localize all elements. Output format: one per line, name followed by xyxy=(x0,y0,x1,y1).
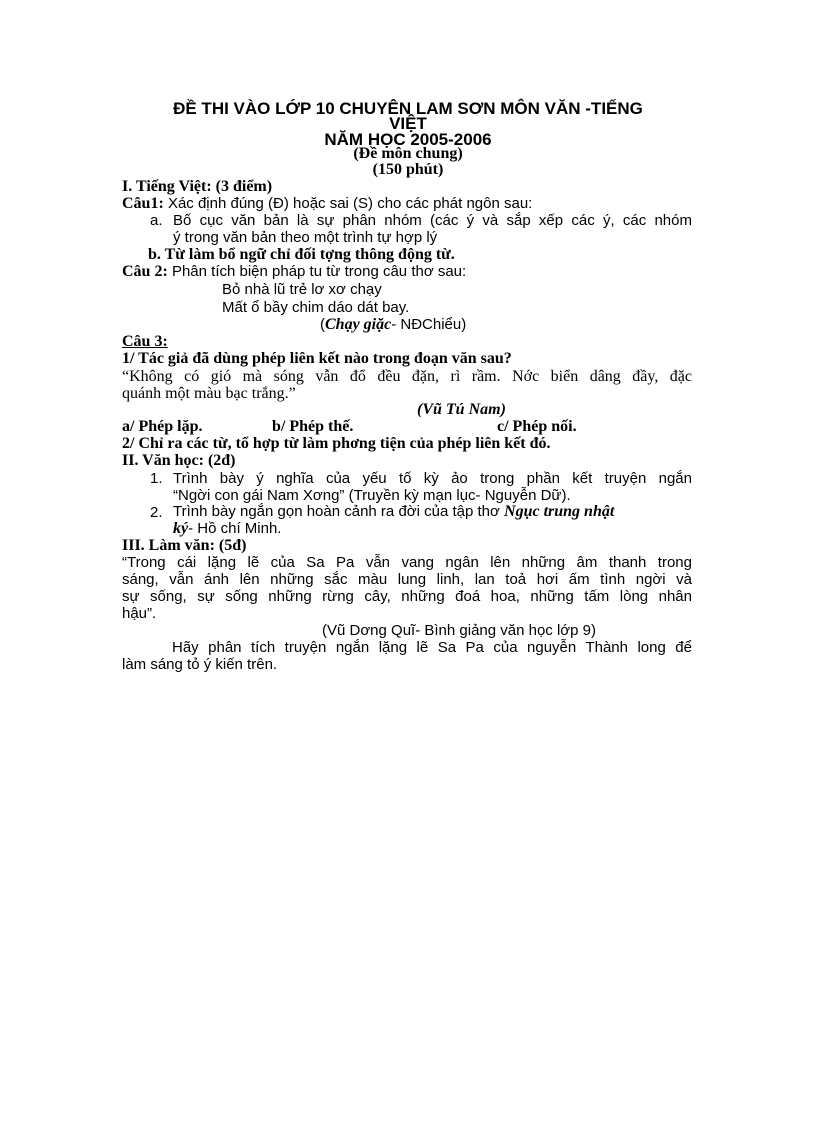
part1-heading: I. Tiếng Việt: (3 điểm) xyxy=(122,178,273,195)
part2-item1-line1: Trình bày ý nghĩa của yếu tố kỳ ảo trong phần kết truyện ngắn xyxy=(173,470,692,487)
question2-text: Phân tích biện pháp tu từ trong câu thơ sau: xyxy=(167,263,467,280)
part3-task-line1: Hãy phân tích truyện ngắn lặng lẽ Sa Pa của nguyễn Thành long để xyxy=(172,639,692,656)
part2-item2-text: Trình bày ngắn gọn hoàn cảnh ra đời của tập thơ xyxy=(173,503,505,520)
part3-paragraph-line4: hậu”. xyxy=(122,605,157,622)
question1b: b. Từ làm bổ ngữ chỉ đối tợng thông động từ. xyxy=(148,246,455,263)
question1 xyxy=(122,195,532,213)
quote-source: (Vũ Tú Nam) xyxy=(417,401,506,418)
question1-label: Câu1: xyxy=(122,195,164,212)
part3-heading: III. Làm văn: (5đ) xyxy=(122,537,247,554)
question1-text: Xác định đúng (Đ) hoặc sai (S) cho các phát ngôn sau: xyxy=(163,195,533,212)
poem-line1: Bỏ nhà lũ trẻ lơ xơ chạy xyxy=(222,281,382,298)
poem-source: (Chạy giặc- NĐChiểu) xyxy=(320,316,467,333)
poem-line2: Mất ổ bầy chim dáo dát bay. xyxy=(222,299,410,316)
exam-subtitle: (Đề môn chung) xyxy=(353,145,463,162)
question1a-line2: ý trong văn bản theo một trình tự hợp lý xyxy=(173,229,438,246)
question3-part2: 2/ Chỉ ra các từ, tổ hợp từ làm phơng tiện của phép liên kết đó. xyxy=(122,435,551,452)
option-c: c/ Phép nối. xyxy=(497,418,577,435)
part2-item2-line2 xyxy=(173,520,281,538)
question1a-line1: Bố cục văn bản là sự phân nhóm (các ý và sắp xếp các ý, các nhóm xyxy=(173,212,692,229)
exam-title-line1: ĐỀ THI VÀO LỚP 10 CHUYÊN LAM SƠN MÔN VĂN -TIẾNG xyxy=(173,99,643,118)
question2 xyxy=(122,263,466,281)
exam-title-line3: NĂM HỌC 2005-2006 xyxy=(324,130,492,149)
part3-paragraph-source: (Vũ Dơng Quĩ- Bình giảng văn học lớp 9) xyxy=(322,622,596,639)
part2-heading: II. Văn học: (2đ) xyxy=(122,452,236,469)
part2-item1-marker: 1. xyxy=(150,470,163,487)
part2-item2-book-title: Ngục trung nhật xyxy=(504,503,615,520)
part2-item2-marker: 2. xyxy=(150,504,163,521)
question1a-marker: a. xyxy=(150,212,163,229)
part2-item1-line2: “Ngời con gái Nam Xơng” (Truyền kỳ mạn lục- Nguyễn Dữ). xyxy=(173,487,571,504)
option-b: b/ Phép thế. xyxy=(272,418,354,435)
option-a: a/ Phép lặp. xyxy=(122,418,203,435)
part3-task-line2: làm sáng tỏ ý kiến trên. xyxy=(122,656,278,673)
part2-item2-book-title-end: ký xyxy=(173,520,189,537)
poem-source-title: Chạy giặc xyxy=(325,316,392,333)
exam-title-line2: VIỆT xyxy=(389,114,427,133)
question2-label: Câu 2: xyxy=(122,263,168,280)
part2-item2-line1 xyxy=(173,503,614,521)
quote-line1: “Không có gió mà sóng vẫn đổ đều đặn, rì rầm. Nớc biển dâng đầy, đặc xyxy=(122,368,692,385)
poem-source-author: - NĐChiểu) xyxy=(391,316,467,333)
part3-paragraph-line3: sự sống, sự sống những rừng cây, những đoá hoa, những tấm lòng nhân xyxy=(122,588,692,605)
exam-duration: (150 phút) xyxy=(372,161,444,178)
part3-paragraph-line1: “Trong cái lặng lẽ của Sa Pa vẫn vang ngân lên những âm thanh trong xyxy=(122,554,692,571)
quote-line2: quánh một màu bạc trắng.” xyxy=(122,385,296,402)
question3-label: Câu 3: xyxy=(122,333,168,350)
part2-item2-author: - Hồ chí Minh. xyxy=(188,520,282,537)
question3-part1: 1/ Tác giả đã dùng phép liên kết nào trong đoạn văn sau? xyxy=(122,350,512,367)
part3-paragraph-line2: sáng, vẫn ánh lên những sắc màu lung linh, lan toả hơi ấm tình ngời và xyxy=(122,571,692,588)
